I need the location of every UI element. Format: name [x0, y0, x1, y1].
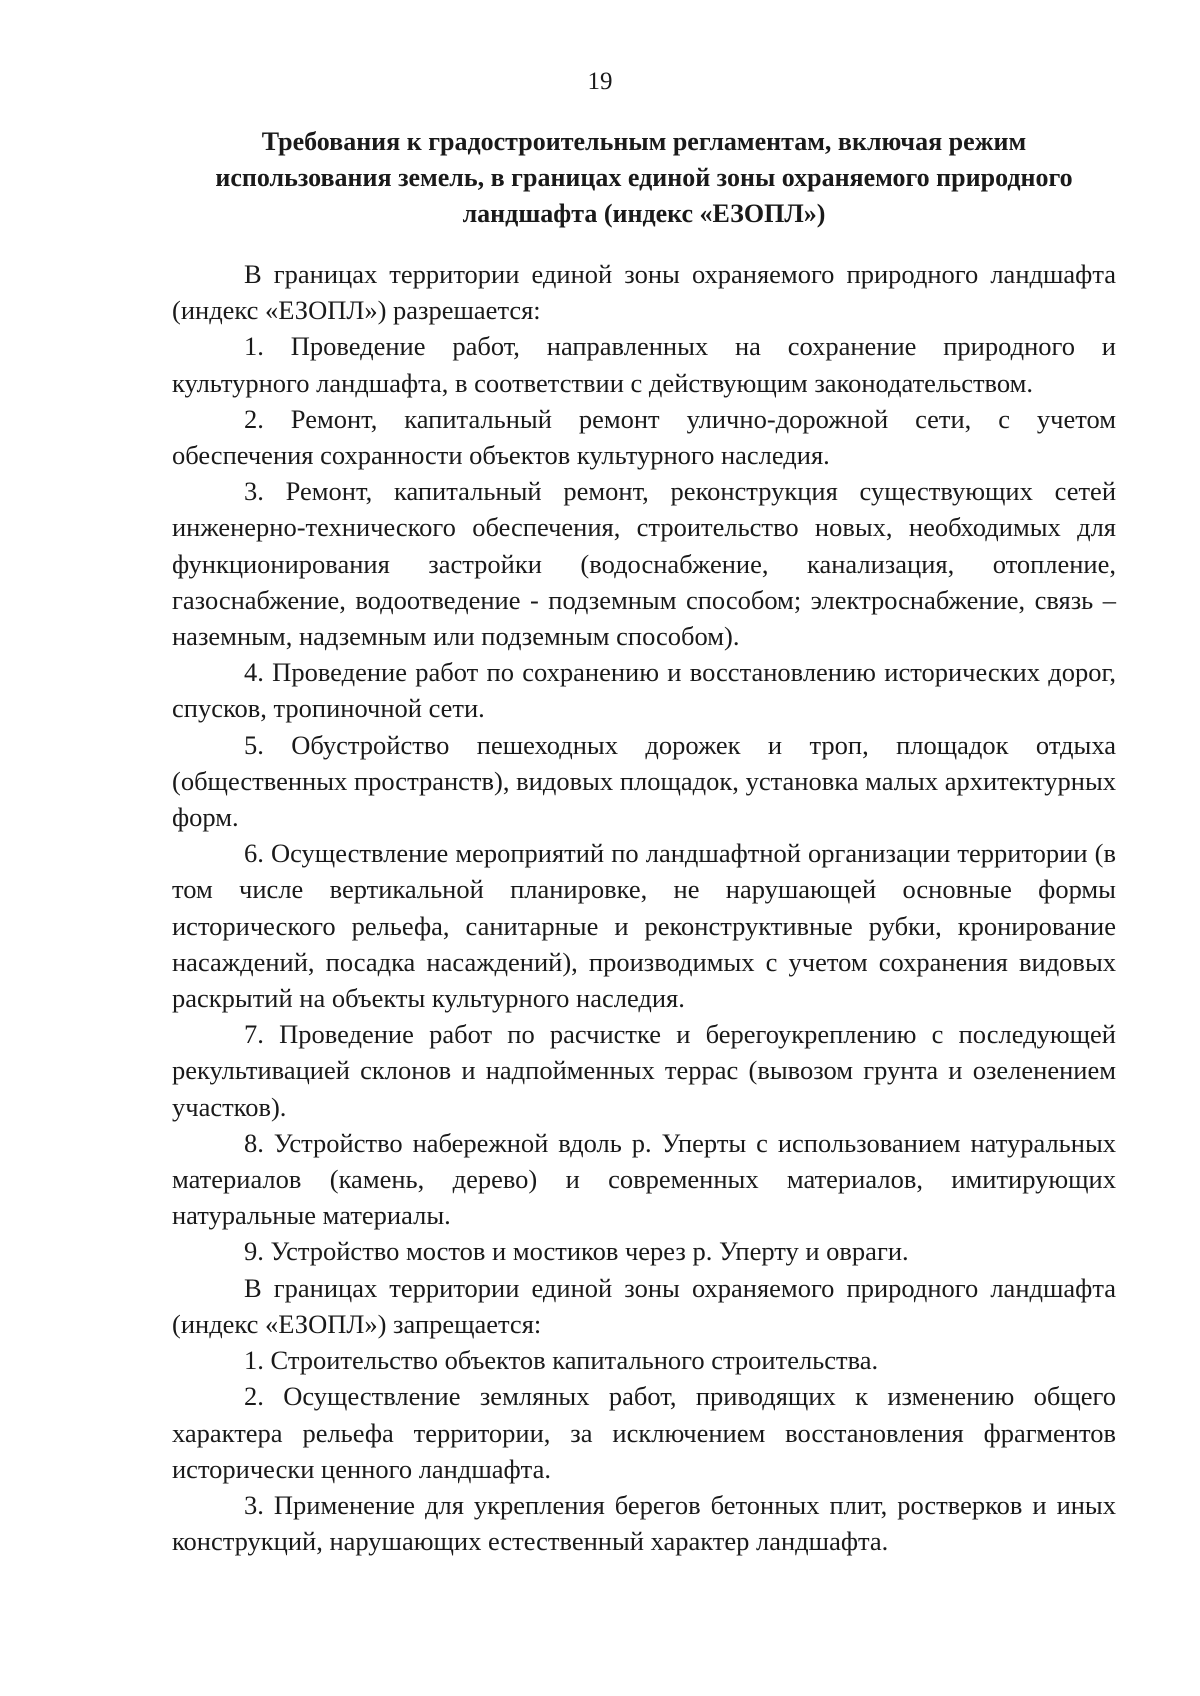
document-body — [172, 256, 1116, 1559]
section-title-line: ландшафта (индекс «ЕЗОПЛ») — [462, 199, 826, 228]
page-number: 19 — [587, 68, 613, 95]
prohibited-item-1: 1. Строительство объектов капитального строительства. — [244, 1345, 879, 1376]
permitted-item-2: 2. Ремонт, капитальный ремонт улично-дорожной сети, с учетом обеспечения сохранности объектов культурного наследия. — [172, 403, 1116, 471]
permitted-item-9: 9. Устройство мостов и мостиков через р. Уперту и овраги. — [244, 1236, 909, 1267]
prohibited-item-2: 2. Осуществление земляных работ, приводящих к изменению общего характера рельефа территории, за исключением восстановления фрагментов исторически ценного ландшафта. — [172, 1381, 1116, 1484]
permitted-item-3: 3. Ремонт, капитальный ремонт, реконструкция существующих сетей инженерно-технического обеспечения, строительство новых, необходимых для функционирования застройки (водоснабжение, канализация, отопление, газоснабжение, водоотведение - подземным способом; электроснабжение, связь – наземным, надземным или подземным способом). — [172, 476, 1116, 652]
permitted-item-6: 6. Осуществление мероприятий по ландшафтной организации территории (в том числе вертикальной планировке, не нарушающей основные формы исторического рельефа, санитарные и реконструктивные рубки, кронирование насаждений, посадка насаждений), производимых с учетом сохранения видовых раскрытий на объекты культурного наследия. — [172, 838, 1116, 1014]
prohibited-item-3: 3. Применение для укрепления берегов бетонных плит, ростверков и иных конструкций, нарушающих естественный характер ландшафта. — [172, 1489, 1116, 1557]
permitted-intro-paragraph: В границах территории единой зоны охраняемого природного ландшафта (индекс «ЕЗОПЛ») разрешается: — [172, 259, 1116, 326]
permitted-item-5: 5. Обустройство пешеходных дорожек и троп, площадок отдыха (общественных пространств), видовых площадок, установка малых архитектурных форм. — [172, 729, 1116, 833]
prohibited-intro-paragraph: В границах территории единой зоны охраняемого природного ландшафта (индекс «ЕЗОПЛ») запрещается: — [172, 1272, 1116, 1339]
permitted-item-4: 4. Проведение работ по сохранению и восстановлению исторических дорог, спусков, тропиночной сети. — [172, 657, 1116, 724]
section-title-line: Требования к градостроительным регламентам, включая режим — [261, 127, 1027, 156]
section-title — [172, 124, 1116, 232]
section-title-line: использования земель, в границах единой зоны охраняемого природного — [215, 163, 1073, 192]
permitted-item-7: 7. Проведение работ по расчистке и берегоукреплению с последующей рекультивацией склонов и надпойменных террас (вывозом грунта и озеленением участков). — [172, 1019, 1116, 1122]
permitted-item-8: 8. Устройство набережной вдоль р. Уперты с использованием натуральных материалов (камень, дерево) и современных материалов, имитирующих натуральные материалы. — [172, 1127, 1116, 1231]
permitted-item-1: 1. Проведение работ, направленных на сохранение природного и культурного ландшафта, в соответствии с действующим законодательством. — [172, 331, 1116, 398]
